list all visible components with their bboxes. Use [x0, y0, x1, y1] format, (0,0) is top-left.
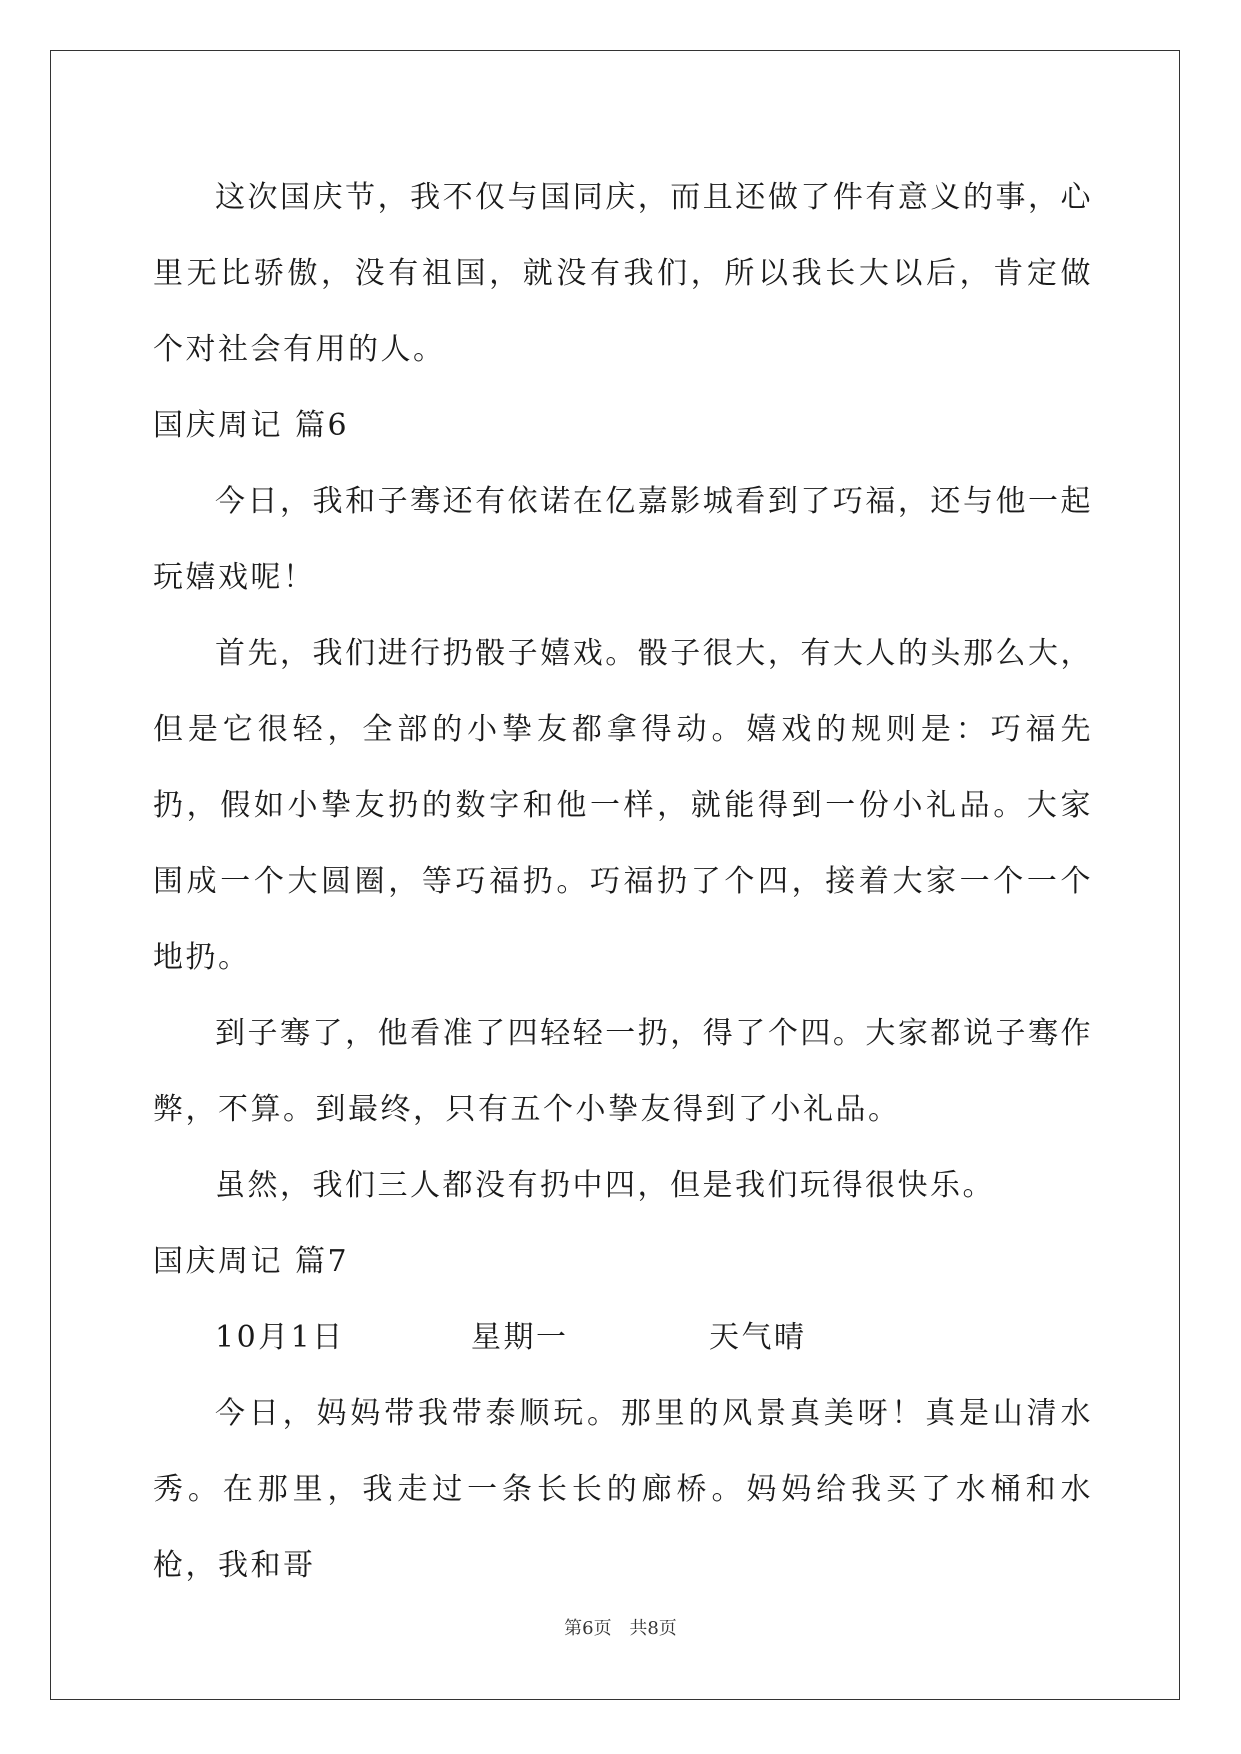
diary-date: 10月1日: [215, 1320, 345, 1355]
paragraph: 到子骞了，他看准了四轻轻一扔，得了个四。大家都说子骞作弊，不算。到最终，只有五个小挚友得到了小礼品。: [153, 1016, 1093, 1127]
paragraph: 这次国庆节，我不仅与国同庆，而且还做了件有意义的事，心里无比骄傲，没有祖国，就没有我们，所以我长大以后，肯定做个对社会有用的人。: [153, 180, 1093, 367]
paragraph: 今日，我和子骞还有依诺在亿嘉影城看到了巧福，还与他一起玩嬉戏呢！: [153, 484, 1093, 595]
diary-date-line: [153, 1300, 1093, 1376]
document-body: [153, 160, 1093, 1604]
paragraph: 虽然，我们三人都没有扔中四，但是我们玩得很快乐。: [215, 1168, 995, 1203]
current-page-number: 第6页: [564, 1618, 612, 1639]
total-page-count: 共8页: [629, 1618, 677, 1639]
diary-weekday: 星期一: [471, 1320, 569, 1355]
section-heading-7: 国庆周记 篇7: [153, 1244, 350, 1279]
section-heading-6: 国庆周记 篇6: [153, 408, 350, 443]
page-footer: [0, 1614, 1241, 1640]
diary-weather: 天气晴: [709, 1320, 807, 1355]
paragraph: 首先，我们进行扔骰子嬉戏。骰子很大，有大人的头那么大，但是它很轻，全部的小挚友都拿得动。嬉戏的规则是：巧福先扔，假如小挚友扔的数字和他一样，就能得到一份小礼品。大家围成一个大圆圈，等巧福扔。巧福扔了个四，接着大家一个一个地扔。: [153, 636, 1093, 975]
paragraph: 今日，妈妈带我带泰顺玩。那里的风景真美呀！真是山清水秀。在那里，我走过一条长长的廊桥。妈妈给我买了水桶和水枪，我和哥: [153, 1396, 1093, 1583]
